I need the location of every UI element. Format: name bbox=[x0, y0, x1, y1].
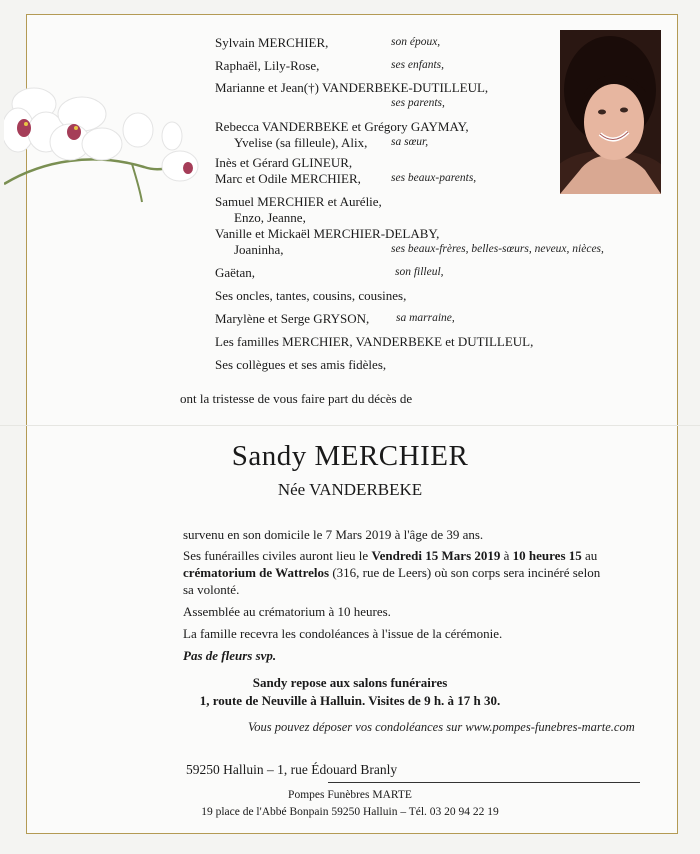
family-line: Enzo, Jeanne, bbox=[234, 210, 306, 225]
family-role: son filleul, bbox=[395, 266, 444, 278]
family-line: Ses collègues et ses amis fidèles, bbox=[215, 357, 387, 372]
family-line: Yvelise (sa filleule), Alix, bbox=[234, 135, 368, 150]
family-role: sa marraine, bbox=[396, 312, 455, 324]
death-text: survenu en son domicile le 7 Mars 2019 à l'âge de 39 ans. bbox=[183, 527, 484, 542]
family-line: Inès et Gérard GLINEUR, bbox=[215, 155, 353, 170]
footer-rule bbox=[328, 782, 640, 783]
family-line: Marylène et Serge GRYSON, bbox=[215, 311, 370, 326]
repose-line-2: 1, route de Neuville à Halluin. Visites de 9 h. à 17 h 30. bbox=[199, 693, 501, 708]
footer-company: Pompes Funèbres MARTE bbox=[288, 789, 412, 801]
family-line: Joaninha, bbox=[234, 242, 284, 257]
family-line: Gaëtan, bbox=[215, 265, 256, 280]
family-line: Vanille et Mickaël MERCHIER-DELABY, bbox=[215, 226, 440, 241]
funeral-home-address: 59250 Halluin – 1, rue Édouard Branly bbox=[186, 762, 398, 777]
no-flowers-text: Pas de fleurs svp. bbox=[183, 648, 277, 663]
family-line: Marc et Odile MERCHIER, bbox=[215, 171, 361, 186]
family-line: Sylvain MERCHIER, bbox=[215, 35, 329, 50]
funeral-line-1: Ses funérailles civiles auront lieu le Vendredi 15 Mars 2019 à 10 heures 15 au bbox=[183, 548, 598, 563]
intro-text: ont la tristesse de vous faire part du décès de bbox=[180, 391, 413, 406]
portrait-photo bbox=[560, 30, 661, 194]
family-role: ses beaux-frères, belles-sœurs, neveux, nièces, bbox=[391, 243, 604, 255]
family-line: Raphaël, Lily-Rose, bbox=[215, 58, 320, 73]
fold-line bbox=[0, 425, 700, 426]
orchid-illustration bbox=[4, 72, 204, 212]
funeral-line-2: crématorium de Wattrelos (316, rue de Leers) où son corps sera incinéré selon bbox=[183, 565, 601, 580]
maiden-name: Née VANDERBEKE bbox=[277, 480, 423, 499]
family-line: Samuel MERCHIER et Aurélie, bbox=[215, 194, 382, 209]
funeral-line-3: sa volonté. bbox=[183, 582, 240, 597]
family-line: Ses oncles, tantes, cousins, cousines, bbox=[215, 288, 407, 303]
repose-line-1: Sandy repose aux salons funéraires bbox=[252, 675, 448, 690]
condolences-website: Vous pouvez déposer vos condoléances sur www.pompes-funebres-marte.com bbox=[248, 720, 635, 734]
family-role: ses beaux-parents, bbox=[391, 172, 477, 184]
family-line: Les familles MERCHIER, VANDERBEKE et DUTILLEUL, bbox=[215, 334, 534, 349]
family-line: Rebecca VANDERBEKE et Grégory GAYMAY, bbox=[215, 119, 469, 134]
family-line: Marianne et Jean(†) VANDERBEKE-DUTILLEUL, bbox=[215, 80, 489, 95]
family-role: ses parents, bbox=[391, 97, 445, 109]
family-role: son époux, bbox=[391, 36, 441, 48]
deceased-name: Sandy MERCHIER bbox=[231, 440, 469, 472]
family-role: ses enfants, bbox=[391, 59, 445, 71]
footer-address: 19 place de l'Abbé Bonpain 59250 Halluin – Tél. 03 20 94 22 19 bbox=[201, 806, 499, 818]
assembly-text: Assemblée au crématorium à 10 heures. bbox=[183, 604, 391, 619]
family-role: sa sœur, bbox=[391, 136, 429, 148]
condolences-text: La famille recevra les condoléances à l'issue de la cérémonie. bbox=[183, 626, 503, 641]
